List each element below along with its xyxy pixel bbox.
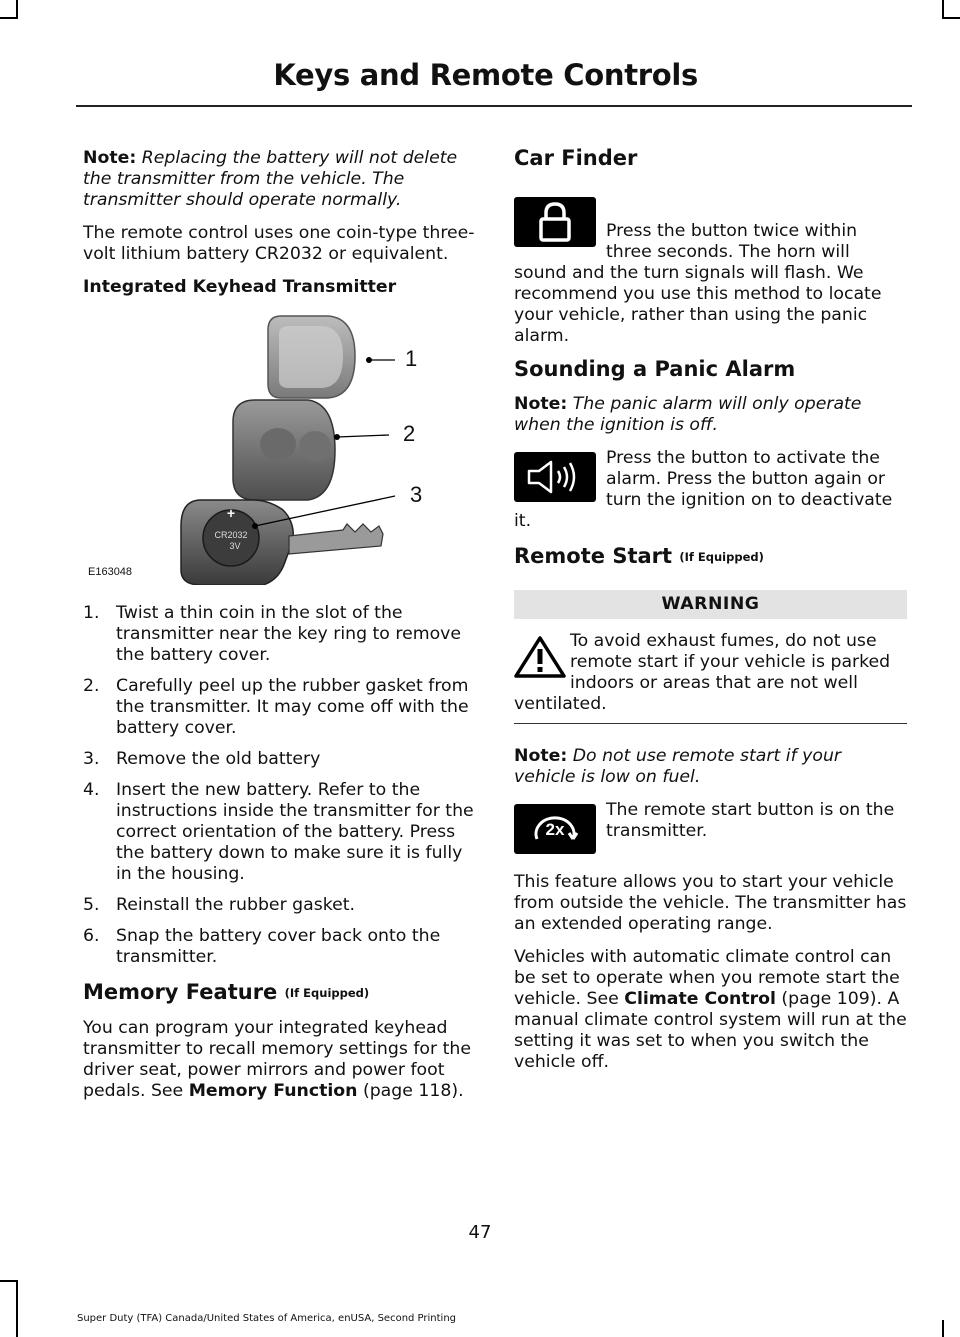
- crop-mark-bottom-left-h: [0, 1280, 18, 1282]
- list-item: [83, 926, 478, 968]
- warning-bar: WARNING: [514, 590, 907, 619]
- remote-heading-text: Remote Start: [514, 544, 673, 568]
- step-text: Snap the battery cover back onto the transmitter.: [116, 926, 441, 967]
- step-text: Carefully peel up the rubber gasket from the transmitter. It may come off with the battery cover.: [116, 676, 469, 738]
- if-equipped-label: (If Equipped): [284, 986, 370, 1000]
- crop-mark-bottom-left-v: [16, 1280, 18, 1337]
- step-text: Insert the new battery. Refer to the instructions inside the transmitter for the correct orientation of the battery. Press the battery down to make sure it is fully in the housing.: [116, 780, 474, 884]
- footer-text: Super Duty (TFA) Canada/United States of America, enUSA, Second Printing: [77, 1313, 457, 1324]
- memory-feature-heading: [83, 982, 478, 1004]
- fuel-note: [514, 746, 907, 788]
- battery-model-label: CR2032: [214, 530, 248, 540]
- if-equipped-label: (If Equipped): [679, 550, 764, 564]
- step-text: Twist a thin coin in the slot of the transmitter near the key ring to remove the battery cover.: [116, 603, 462, 665]
- note-text: Replacing the battery will not delete the transmitter from the vehicle. The transmitter should operate normally.: [83, 148, 458, 210]
- feature-paragraph: This feature allows you to start your vehicle from outside the vehicle. The transmitter has an extended operating range.: [514, 872, 907, 934]
- note-label: Note:: [514, 394, 568, 414]
- list-item: [83, 603, 478, 666]
- climate-paragraph: [514, 947, 907, 1073]
- warning-triangle-icon: [514, 635, 566, 679]
- icon-2x-label: 2x: [545, 820, 565, 839]
- battery-replacement-steps: [83, 603, 478, 968]
- key-blade-shape: [289, 524, 383, 554]
- car-finder-text: Press the button twice within three seconds. The horn will sound and the turn signals will flash. We recommend you use this method to locate your vehicle, rather than using the panic alarm.: [514, 221, 882, 346]
- memory-text-b: (page 118).: [357, 1081, 464, 1101]
- warning-block: [514, 631, 907, 724]
- remote-start-2x-icon: [514, 804, 596, 854]
- lock-icon: [514, 197, 596, 247]
- climate-text-a: Vehicles with automatic climate control can be set to operate when you remote start the vehicle. See: [514, 947, 900, 1009]
- list-item: [83, 780, 478, 885]
- figure-id: E163048: [88, 566, 133, 578]
- callout-2: 2: [403, 421, 416, 446]
- panic-note: [514, 394, 907, 436]
- callout-1: 1: [405, 346, 418, 371]
- memory-feature-paragraph: [83, 1018, 478, 1102]
- crop-mark-top-right-h: [942, 17, 960, 19]
- step-number: 6.: [83, 926, 100, 946]
- panic-horn-icon: [514, 452, 596, 502]
- warning-text: To avoid exhaust fumes, do not use remote start if your vehicle is parked indoors or areas that are not well ventilated.: [514, 631, 891, 714]
- right-column: [514, 148, 907, 1085]
- battery-type-paragraph: The remote control uses one coin-type three-volt lithium battery CR2032 or equivalent.: [83, 223, 475, 264]
- callout-3: 3: [410, 482, 423, 507]
- battery-voltage-label: 3V: [229, 541, 241, 551]
- keyhead-transmitter-subheading: Integrated Keyhead Transmitter: [83, 277, 397, 297]
- crop-mark-top-right-v: [942, 0, 944, 18]
- step-text: Reinstall the rubber gasket.: [116, 895, 356, 915]
- remote-start-heading: [514, 546, 907, 568]
- climate-text-b: (page 109). A manual climate control system will run at the setting it was set to when you switch the vehicle off.: [514, 989, 907, 1072]
- battery-note: [83, 148, 478, 211]
- step-number: 2.: [83, 676, 100, 696]
- step-text: Remove the old battery: [116, 749, 321, 769]
- keyhead-exploded-illustration: [83, 310, 478, 585]
- panic-text: Press the button to activate the alarm. Press the button again or turn the ignition on to deactivate it.: [514, 448, 893, 531]
- climate-control-link[interactable]: Climate Control: [624, 989, 776, 1009]
- step-number: 5.: [83, 895, 100, 915]
- step-number: 1.: [83, 603, 100, 623]
- memory-heading-text: Memory Feature: [83, 980, 278, 1004]
- list-item: [83, 895, 478, 916]
- header-rule: [76, 105, 912, 107]
- list-item: [83, 676, 478, 739]
- step-number: 4.: [83, 780, 100, 800]
- crop-mark-bottom-right-v: [942, 1320, 944, 1337]
- crop-mark-top-left-v: [16, 0, 18, 18]
- memory-text-a: You can program your integrated keyhead transmitter to recall memory settings for the driver seat, power mirrors and power foot pedals. See: [83, 1018, 471, 1101]
- remote-start-button-block: [514, 800, 907, 860]
- note-label: Note:: [514, 746, 568, 766]
- panic-block: [514, 448, 907, 532]
- step-number: 3.: [83, 749, 100, 769]
- page-number: 47: [468, 1222, 492, 1243]
- crop-mark-top-left-h: [0, 17, 18, 19]
- note-text: Do not use remote start if your vehicle is low on fuel.: [514, 746, 842, 787]
- panic-alarm-heading: Sounding a Panic Alarm: [514, 357, 796, 381]
- memory-function-link[interactable]: Memory Function: [188, 1081, 358, 1101]
- keyhead-transmitter-figure: [83, 310, 478, 585]
- note-label: Note:: [83, 148, 137, 168]
- left-column: [83, 148, 478, 1114]
- list-item: [83, 749, 478, 770]
- car-finder-heading: Car Finder: [514, 146, 638, 170]
- car-finder-block: [514, 183, 907, 347]
- page-header-title: Keys and Remote Controls: [273, 58, 698, 92]
- note-text: The panic alarm will only operate when the ignition is off.: [514, 394, 862, 435]
- battery-plus-label: +: [226, 505, 236, 521]
- remote-button-text: The remote start button is on the transmitter.: [606, 800, 895, 841]
